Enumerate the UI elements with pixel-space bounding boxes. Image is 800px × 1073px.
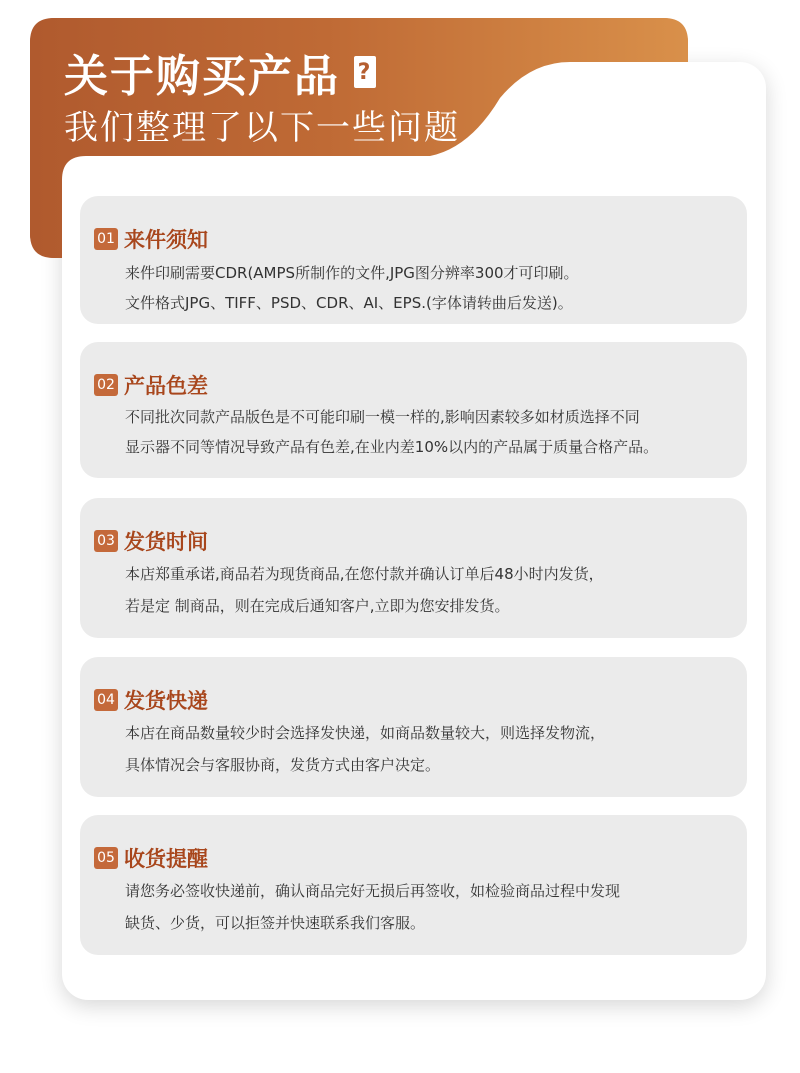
faq-title: 发货时间 (124, 530, 208, 554)
faq-body (125, 258, 737, 318)
faq-body (125, 402, 737, 462)
faq-item-4 (80, 657, 747, 797)
faq-title: 收货提醒 (124, 847, 208, 871)
faq-title: 产品色差 (124, 374, 208, 398)
faq-line: 文件格式JPG、TIFF、PSD、CDR、AI、EPS.(字体请转曲后发送)。 (125, 294, 573, 312)
faq-title: 来件须知 (124, 228, 208, 252)
faq-line: 缺货、少货，可以拒签并快速联系我们客服。 (125, 914, 426, 932)
faq-body (125, 717, 737, 781)
faq-line: 显示器不同等情况导致产品有色差,在业内差10%以内的产品属于质量合格产品。 (125, 438, 659, 456)
faq-body (125, 558, 737, 622)
page-title (64, 40, 376, 104)
faq-item-2 (80, 342, 747, 478)
faq-line: 若是定 制商品，则在完成后通知客户,立即为您安排发货。 (125, 597, 510, 615)
page-title-text: 关于购买产品 (64, 51, 340, 102)
faq-title: 发货快递 (124, 689, 208, 713)
faq-body (125, 875, 737, 939)
faq-line: 来件印刷需要CDR(AMPS所制作的文件,JPG图分辨率300才可印刷。 (125, 264, 579, 282)
faq-number: 02 (94, 374, 118, 396)
faq-line: 本店在商品数量较少时会选择发快递，如商品数量较大，则选择发物流， (125, 724, 606, 742)
faq-number: 01 (94, 228, 118, 250)
faq-line: 不同批次同款产品版色是不可能印刷一模一样的,影响因素较多如材质选择不同 (125, 408, 640, 426)
page-subtitle: 我们整理了以下一些问题 (64, 108, 460, 148)
faq-line: 请您务必签收快递前，确认商品完好无损后再签收，如检验商品过程中发现 (125, 882, 621, 900)
faq-line: 具体情况会与客服协商，发货方式由客户决定。 (125, 756, 441, 774)
faq-number: 03 (94, 530, 118, 552)
faq-item-1 (80, 196, 747, 324)
faq-number: 05 (94, 847, 118, 869)
question-icon: ? (354, 56, 376, 88)
faq-line: 本店郑重承诺,商品若为现货商品,在您付款并确认订单后48小时内发货， (125, 565, 604, 583)
faq-number: 04 (94, 689, 118, 711)
faq-item-5 (80, 815, 747, 955)
faq-item-3 (80, 498, 747, 638)
